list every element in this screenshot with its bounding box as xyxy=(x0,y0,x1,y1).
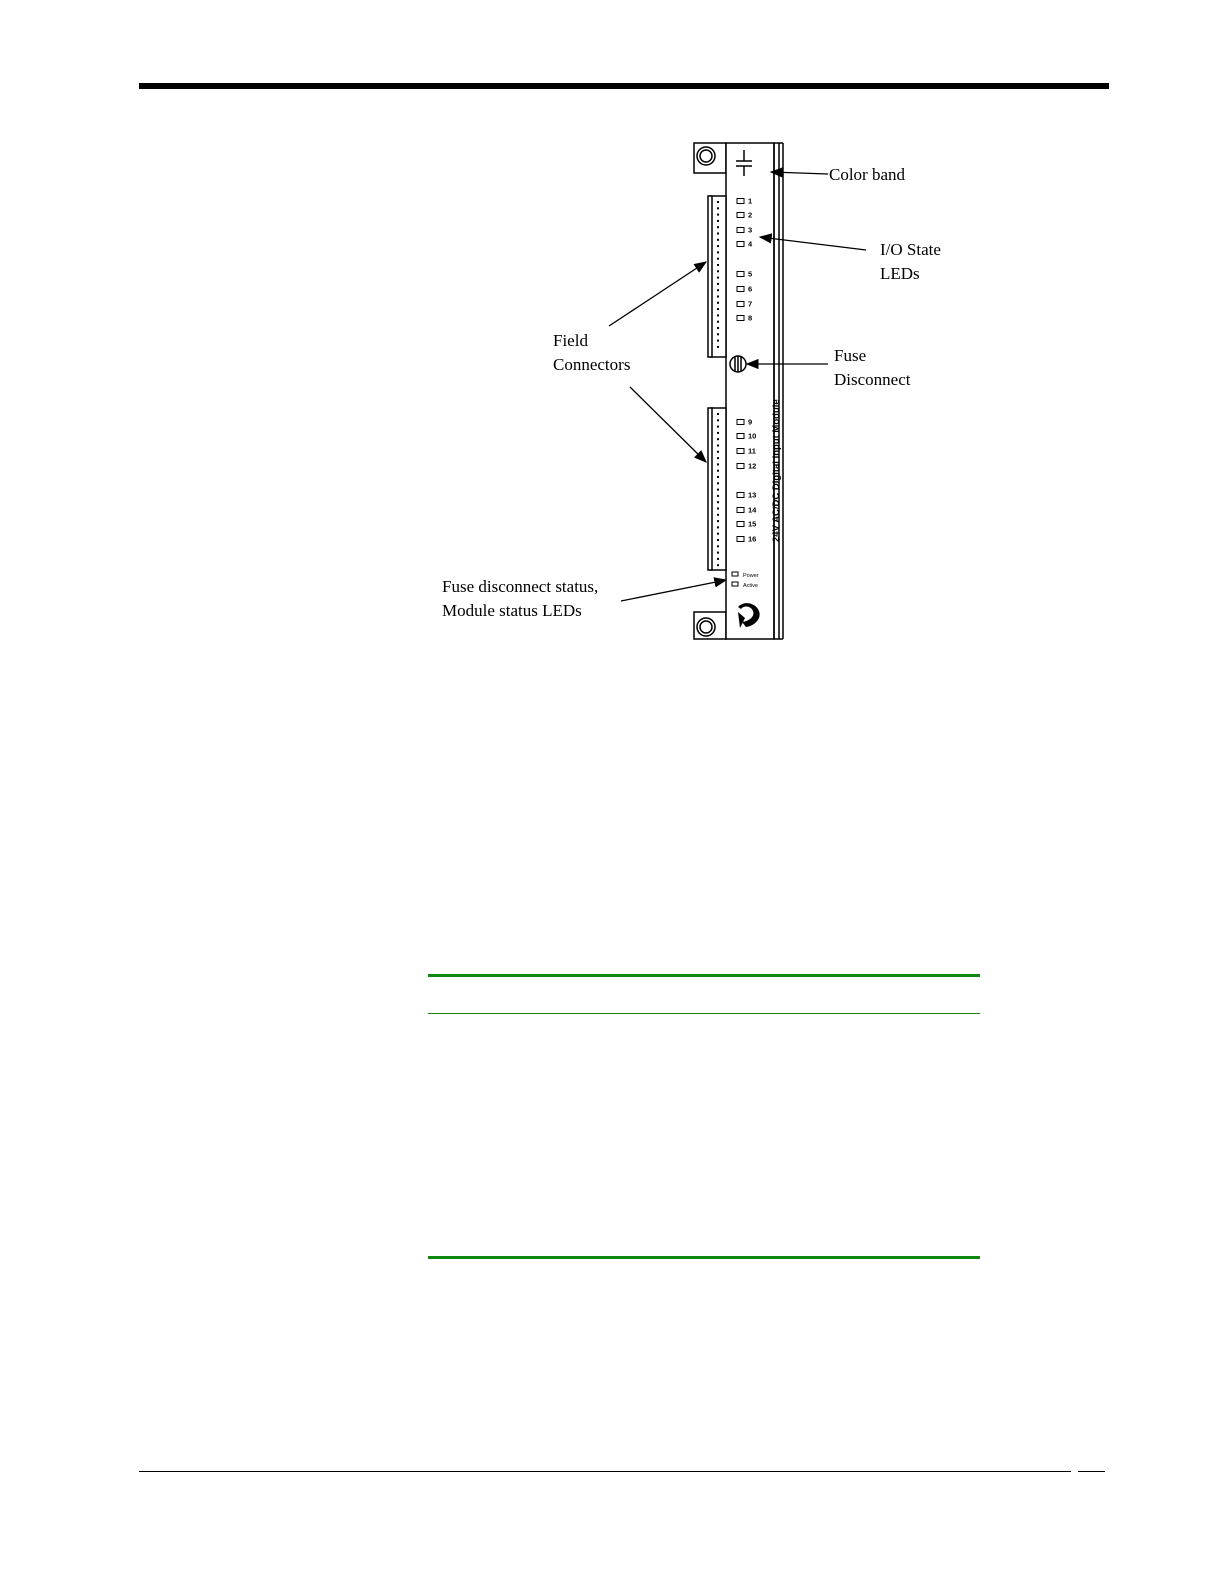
connector-pin xyxy=(717,526,719,528)
table-bottom-rule xyxy=(428,1256,980,1259)
upper-led-number: 6 xyxy=(748,284,753,294)
connector-pin xyxy=(717,438,719,440)
module-vertical-label: 24V AC/DC Digital Input Module xyxy=(771,399,782,542)
callout-fuse-disconnect-line-2: Disconnect xyxy=(834,370,911,389)
connector-pin xyxy=(717,283,719,285)
connector-pin xyxy=(717,277,719,279)
upper-led-number: 3 xyxy=(748,225,753,235)
lower-led-number: 15 xyxy=(748,519,757,529)
io-state-led xyxy=(737,242,744,247)
callout-fuse-disconnect xyxy=(834,344,910,392)
connector-pin xyxy=(717,226,719,228)
arrow-io-state-leds xyxy=(760,237,866,250)
lower-led-number: 12 xyxy=(748,461,757,471)
connector-pin xyxy=(717,314,719,316)
connector-pin xyxy=(717,445,719,447)
connector-pin xyxy=(717,545,719,547)
callout-field-connectors-line-2: Connectors xyxy=(553,355,631,374)
callout-field-connectors-line-1: Field xyxy=(553,331,588,350)
lower-led-number: 10 xyxy=(748,431,757,441)
connector-pin xyxy=(717,457,719,459)
connector-pin xyxy=(717,214,719,216)
connector-pin xyxy=(717,419,719,421)
io-state-led xyxy=(737,228,744,233)
lower-led-number: 16 xyxy=(748,534,757,544)
connector-pin xyxy=(717,327,719,329)
io-state-led xyxy=(737,287,744,292)
callout-fuse-disconnect-line-1: Fuse xyxy=(834,346,867,365)
footer-page-rule xyxy=(1078,1471,1105,1472)
io-state-led xyxy=(737,493,744,498)
connector-pin xyxy=(717,451,719,453)
io-state-led xyxy=(737,522,744,527)
connector-pin xyxy=(717,426,719,428)
connector-pin xyxy=(717,501,719,503)
connector-pin xyxy=(717,432,719,434)
callout-color-band-text: Color band xyxy=(829,165,906,184)
upper-led-number: 7 xyxy=(748,299,753,309)
callout-status-leds xyxy=(442,575,598,623)
connector-pin xyxy=(717,264,719,266)
footer-rule xyxy=(139,1471,1071,1472)
io-state-led xyxy=(737,199,744,204)
callout-io-state-leds-line-1: I/O State xyxy=(880,240,941,259)
connector-pin xyxy=(717,520,719,522)
callout-io-state-leds-line-2: LEDs xyxy=(880,264,920,283)
connector-pin xyxy=(717,552,719,554)
table-top-rule xyxy=(428,974,980,977)
connector-pin xyxy=(717,258,719,260)
lower-led-number: 13 xyxy=(748,490,757,500)
connector-pin xyxy=(717,558,719,560)
status-led-label-power: Power xyxy=(743,573,759,579)
callout-io-state-leds xyxy=(880,238,941,286)
connector-pin xyxy=(717,233,719,235)
connector-pin xyxy=(717,251,719,253)
io-state-led xyxy=(737,449,744,454)
connector-pin xyxy=(717,296,719,298)
connector-pin xyxy=(717,508,719,510)
connector-pin xyxy=(717,333,719,335)
io-state-led xyxy=(737,272,744,277)
fuse-icon xyxy=(730,356,746,372)
upper-led-number: 2 xyxy=(748,210,753,220)
io-state-led xyxy=(737,302,744,307)
io-state-led xyxy=(737,537,744,542)
arrow-field-connector-lower xyxy=(630,387,706,462)
connector-pin xyxy=(717,470,719,472)
io-state-led xyxy=(737,434,744,439)
upper-led-number: 5 xyxy=(748,269,753,279)
table-header-rule xyxy=(428,1013,980,1014)
connector-pin xyxy=(717,201,719,203)
callout-status-leds-line-2: Module status LEDs xyxy=(442,601,582,620)
io-state-led xyxy=(737,213,744,218)
connector-pin xyxy=(717,533,719,535)
io-state-led xyxy=(737,420,744,425)
io-state-led xyxy=(737,464,744,469)
lower-led-number: 14 xyxy=(748,505,757,515)
connector-pin xyxy=(717,564,719,566)
arrow-field-connector-upper xyxy=(609,262,706,326)
callout-color-band xyxy=(829,163,905,187)
connector-pin xyxy=(717,463,719,465)
connector-pin xyxy=(717,239,719,241)
connector-pin xyxy=(717,476,719,478)
connector-pin xyxy=(717,495,719,497)
upper-led-number: 4 xyxy=(748,239,753,249)
connector-pin xyxy=(717,308,719,310)
io-state-led xyxy=(737,316,744,321)
connector-pin xyxy=(717,220,719,222)
connector-pin xyxy=(717,302,719,304)
connector-pin xyxy=(717,514,719,516)
arrow-status-leds xyxy=(621,580,726,601)
lower-led-number: 9 xyxy=(748,417,753,427)
connector-pin xyxy=(717,245,719,247)
connector-pin xyxy=(717,413,719,415)
connector-pin xyxy=(717,340,719,342)
connector-pin xyxy=(717,289,719,291)
connector-pin xyxy=(717,539,719,541)
connector-pin xyxy=(717,207,719,209)
io-state-led xyxy=(737,508,744,513)
lower-led-number: 11 xyxy=(748,446,756,456)
upper-led-number: 8 xyxy=(748,313,753,323)
callout-field-connectors xyxy=(553,329,630,377)
connector-pin xyxy=(717,489,719,491)
connector-pin xyxy=(717,346,719,348)
connector-pin xyxy=(717,270,719,272)
status-led-label-active: Active xyxy=(743,583,758,589)
callout-status-leds-line-1: Fuse disconnect status, xyxy=(442,577,599,596)
connector-pin xyxy=(717,321,719,323)
connector-pin xyxy=(717,482,719,484)
upper-led-number: 1 xyxy=(748,196,753,206)
